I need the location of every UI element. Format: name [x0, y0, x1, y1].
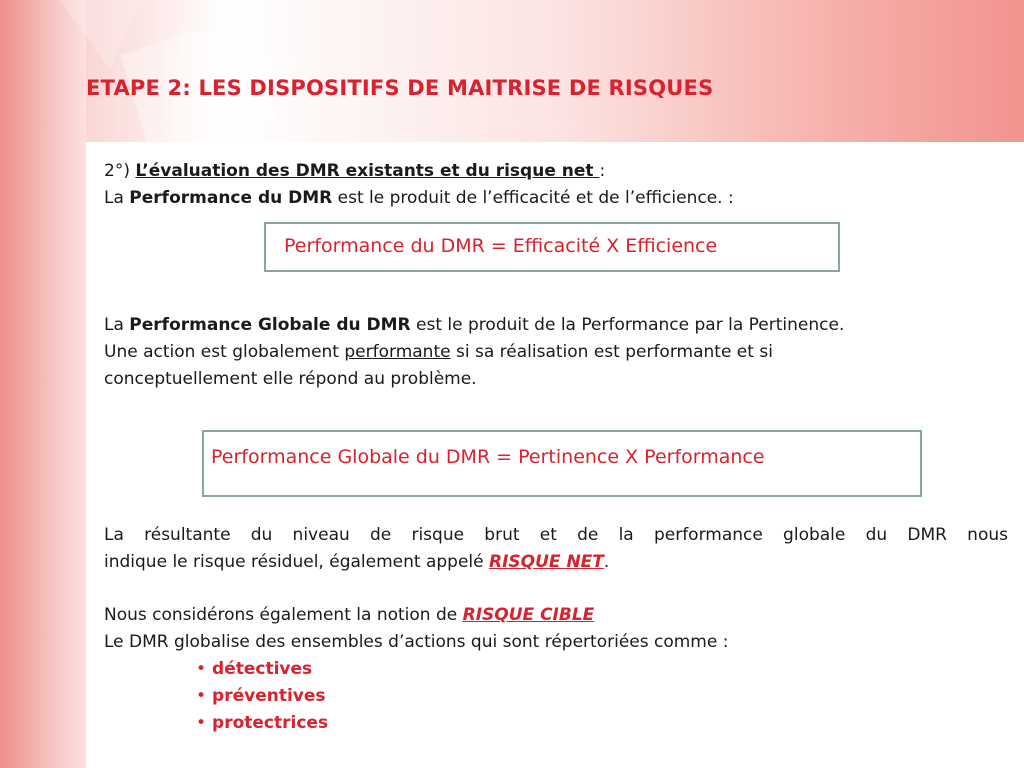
- text-prefix: La: [104, 315, 130, 335]
- section-heading: L’évaluation des DMR existants et du risque net: [135, 161, 600, 181]
- bullet-item: [196, 656, 312, 683]
- term-risque-net: RISQUE NET: [489, 552, 604, 572]
- bullet-item: [196, 683, 326, 710]
- text-rest: est le produit de l’efficacité et de l’efficience. :: [332, 188, 734, 208]
- performante-line: [104, 339, 773, 366]
- text-a: Nous considérons également la notion de: [104, 605, 463, 625]
- text-end: .: [603, 552, 610, 572]
- bullet-label: protectrices: [212, 713, 329, 733]
- bullet-label: préventives: [212, 686, 326, 706]
- bullet-label: détectives: [212, 659, 313, 679]
- bullet-icon: •: [196, 713, 207, 733]
- conceptual-line: conceptuellement elle répond au problème.: [104, 369, 477, 389]
- bullet-item: [196, 710, 328, 737]
- term-performante: performante: [344, 342, 451, 362]
- text-rest: est le produit de la Performance par la Pertinence.: [410, 315, 845, 335]
- bullet-icon: •: [196, 659, 207, 679]
- text-b: si sa réalisation est performante et si: [450, 342, 773, 362]
- section-heading-tail: :: [599, 161, 606, 181]
- formula-performance-globale: Performance Globale du DMR = Pertinence X Performance: [211, 446, 765, 468]
- text-prefix: La: [104, 188, 130, 208]
- formula-box-2: [202, 430, 922, 497]
- section-number: 2°): [104, 161, 136, 181]
- term-performance-dmr: Performance du DMR: [129, 188, 333, 208]
- residual-risk-line-2: [104, 549, 609, 576]
- section-heading-line: [104, 158, 605, 185]
- decorative-shapes: [0, 0, 1024, 150]
- content-panel: [86, 142, 1024, 768]
- global-performance-definition: [104, 312, 844, 339]
- bullet-icon: •: [196, 686, 207, 706]
- formula-performance: Performance du DMR = Efficacité X Efficience: [284, 235, 718, 257]
- residual-risk-line-1: La résultante du niveau de risque brut et de la performance globale du DMR nous: [104, 525, 1008, 545]
- target-risk-line: [104, 602, 594, 629]
- term-performance-globale: Performance Globale du DMR: [129, 315, 411, 335]
- actions-intro-line: Le DMR globalise des ensembles d’actions qui sont répertoriées comme :: [104, 632, 729, 652]
- text-a: Une action est globalement: [104, 342, 345, 362]
- text-a: indique le risque résiduel, également appelé: [104, 552, 489, 572]
- formula-box-1: [264, 222, 840, 272]
- page-title: ETAPE 2: LES DISPOSITIFS DE MAITRISE DE RISQUES: [86, 76, 714, 100]
- term-risque-cible: RISQUE CIBLE: [462, 605, 595, 625]
- performance-definition: [104, 185, 734, 212]
